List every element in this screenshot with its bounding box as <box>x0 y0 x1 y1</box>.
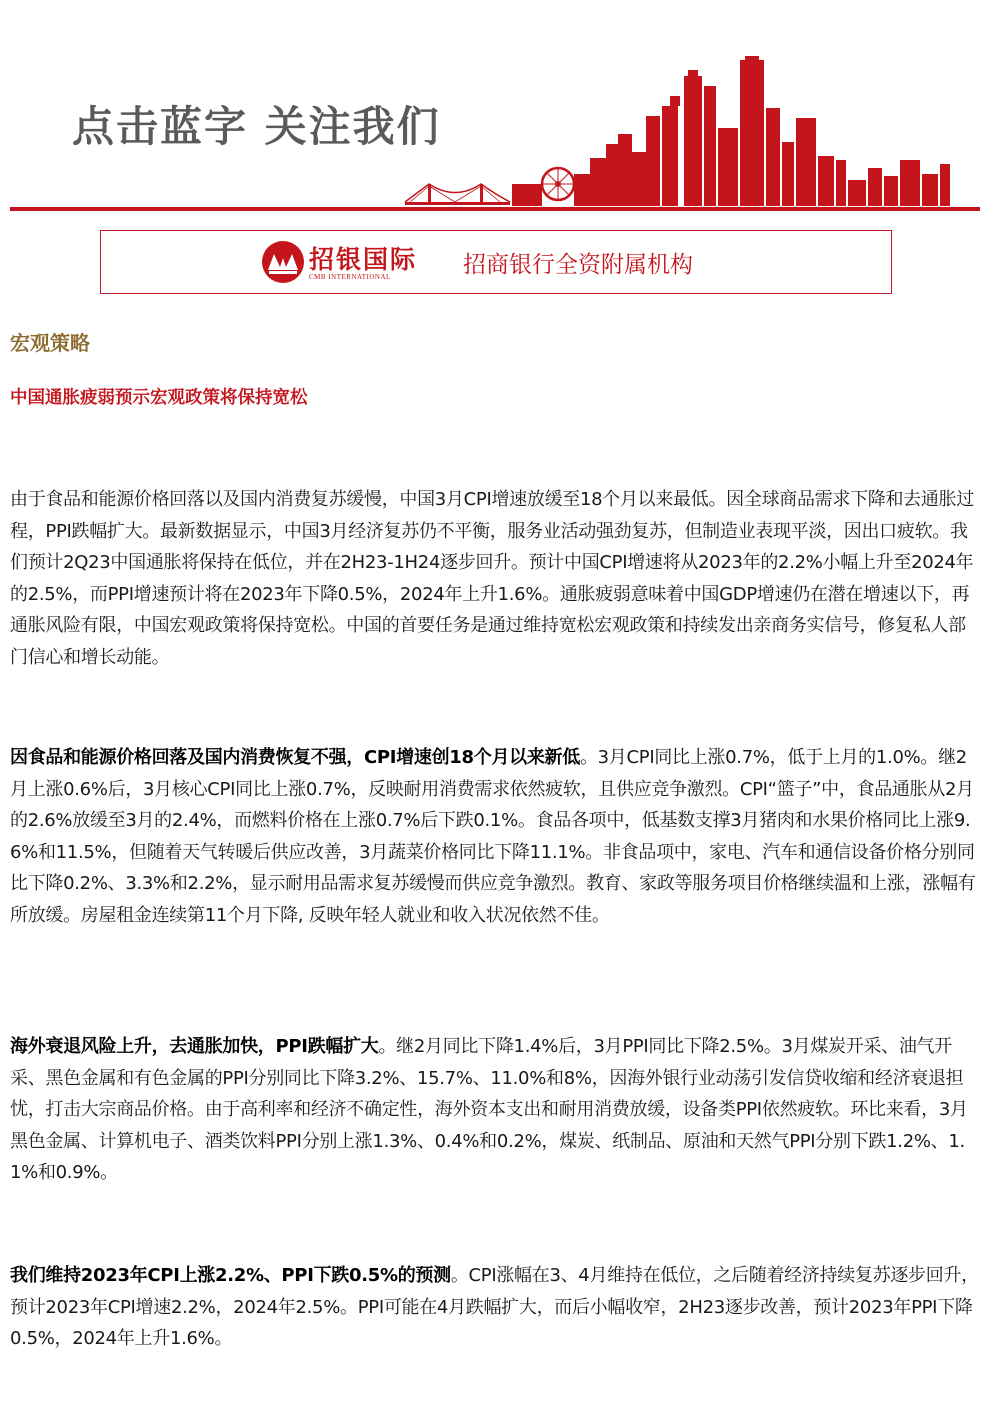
report-headline: 中国通胀疲弱预示宏观政策将保持宽松 <box>10 388 308 408</box>
paragraph-body: 。CPI涨幅在3、4月维持在低位，之后随着经济持续复苏逐步回升，预计2023年CPI增速2.2%，2024年2.5%。PPI可能在4月跌幅扩大，而后小幅收窄，2H23逐步改善，预计2023年PPI下降0.5%，2024年上升1.6%。 <box>10 1265 979 1349</box>
header-banner <box>0 0 992 215</box>
logo-name-cn: 招银国际 <box>309 245 418 274</box>
brand-logo-banner <box>100 230 892 294</box>
follow-us-title[interactable]: 点击蓝字 关注我们 <box>72 102 441 151</box>
forecast-paragraph <box>10 1260 982 1355</box>
paragraph-lead: 因食品和能源价格回落及国内消费恢复不强，CPI增速创18个月以来新低 <box>10 747 580 768</box>
report-category: 宏观策略 <box>10 331 90 355</box>
paragraph-body: 。3月CPI同比上涨0.7%，低于上月的1.0%。继2月上涨0.6%后，3月核心CPI同比上涨0.7%，反映耐用消费需求依然疲软，且供应竞争激烈。CPI“篮子”中，食品通胀从2月的2.6%放缓至3月的2.4%，而燃料价格在上涨0.7%后下跌0.1%。食品各项中，低基数支撑3月猪肉和水果价格同比上涨9.6%和11.5%，但随着天气转暖后供应改善，3月蔬菜价格同比下降11.1%。非食品项中，家电、汽车和通信设备价格分别同比下降0.2%、3.3%和2.2%，显示耐用品需求复苏缓慢而供应竞争激烈。教育、家政等服务项目价格继续温和上涨，涨幅有所放缓。房屋租金连续第11个月下降, 反映年轻人就业和收入状况依然不佳。 <box>10 747 976 926</box>
logo-tagline: 招商银行全资附属机构 <box>463 252 693 278</box>
ppi-paragraph <box>10 1031 982 1189</box>
summary-paragraph <box>10 484 982 673</box>
cpi-paragraph <box>10 742 982 931</box>
paragraph-lead: 我们维持2023年CPI上涨2.2%、PPI下跌0.5%的预测 <box>10 1265 451 1286</box>
paragraph-lead: 海外衰退风险上升，去通胀加快，PPI跌幅扩大 <box>10 1036 379 1057</box>
paragraph-body: 。继2月同比下降1.4%后，3月PPI同比下降2.5%。3月煤炭开采、油气开采、黑色金属和有色金属的PPI分别同比下降3.2%、15.7%、11.0%和8%，因海外银行业动荡引发信贷收缩和经济衰退担忧，打击大宗商品价格。由于高利率和经济不确定性，海外资本支出和耐用消费放缓，设备类PPI依然疲软。环比来看，3月黑色金属、计算机电子、酒类饮料PPI分别上涨1.3%、0.4%和0.2%，煤炭、纸制品、原油和天然气PPI分别下跌1.2%、1.1%和0.9%。 <box>10 1036 968 1183</box>
paragraph-body: 由于食品和能源价格回落以及国内消费复苏缓慢，中国3月CPI增速放缓至18个月以来最低。因全球商品需求下降和去通胀过程，PPI跌幅扩大。最新数据显示，中国3月经济复苏仍不平衡，服务业活动强劲复苏，但制造业表现平淡，因出口疲软。我们预计2Q23中国通胀将保持在低位，并在2H23-1H24逐步回升。预计中国CPI增速将从2023年的2.2%小幅上升至2024年的2.5%，而PPI增速预计将在2023年下降0.5%，2024年上升1.6%。通胀疲弱意味着中国GDP增速仍在潜在增速以下，再通胀风险有限，中国宏观政策将保持宽松。中国的首要任务是通过维持宽松宏观政策和持续发出亲商务实信号，修复私人部门信心和增长动能。 <box>10 489 974 668</box>
cmb-logo-icon <box>261 240 305 284</box>
city-skyline-illustration <box>400 56 980 211</box>
header-divider <box>10 207 980 211</box>
logo-name-en: CMB INTERNATIONAL <box>309 273 391 281</box>
